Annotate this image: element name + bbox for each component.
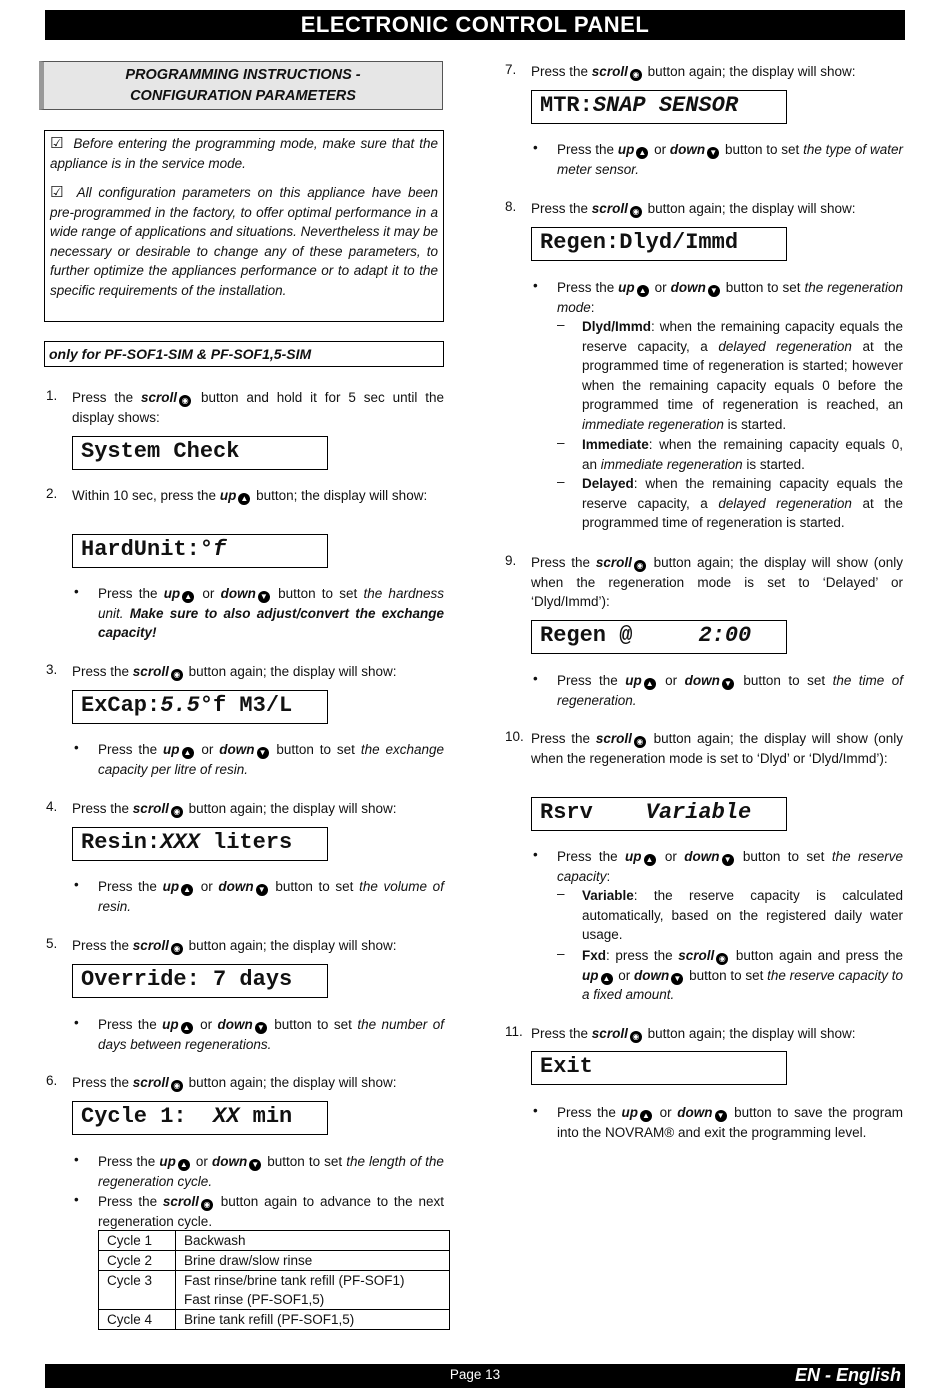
- scroll-word: scroll: [132, 664, 169, 679]
- lcd-text: ExCap:: [81, 693, 161, 718]
- text: is started.: [746, 456, 805, 472]
- section-heading-line2: CONFIGURATION PARAMETERS: [130, 88, 356, 104]
- step-3-text: [72, 662, 444, 682]
- up-word: up: [625, 673, 642, 688]
- text: Press the: [557, 1105, 616, 1120]
- step-11-text: [531, 1024, 903, 1044]
- text: Press the: [557, 280, 615, 295]
- step-number: 4.: [46, 799, 58, 814]
- text: button to set: [275, 879, 354, 894]
- step-number: 8.: [505, 199, 517, 214]
- text: or: [202, 586, 215, 601]
- step-number: 5.: [46, 936, 58, 951]
- dash-icon: –: [557, 474, 565, 489]
- step-6-bullet-2: [98, 1192, 444, 1231]
- bullet-icon: •: [74, 1015, 79, 1030]
- lcd-text: Cycle 1:: [81, 1104, 214, 1129]
- down-word: down: [219, 742, 255, 757]
- lcd-display: [531, 620, 787, 654]
- text: button again to advance to the next regeneration cycle.: [98, 1194, 444, 1229]
- step-3-bullet: [98, 740, 444, 779]
- step-2-bullet: [98, 584, 444, 643]
- up-arrow-button-icon: ▲: [181, 1022, 193, 1034]
- scroll-word: scroll: [162, 1194, 199, 1209]
- table-cell: Cycle 4: [99, 1310, 176, 1330]
- text: Press the: [98, 1154, 156, 1169]
- text: button to set: [724, 142, 800, 157]
- text: the number of days between regenerations.: [98, 1017, 444, 1052]
- down-word: down: [217, 1017, 253, 1032]
- lcd-display: [72, 827, 328, 861]
- scroll-button-icon: ◉: [171, 943, 183, 955]
- up-word: up: [163, 742, 180, 757]
- dash-icon: –: [557, 317, 565, 332]
- up-word: up: [159, 1154, 176, 1169]
- down-word: down: [669, 142, 706, 157]
- up-arrow-button-icon: ▲: [182, 747, 194, 759]
- step-7-text: [531, 62, 903, 82]
- up-arrow-button-icon: ▲: [182, 591, 194, 603]
- text: Press the: [531, 1026, 589, 1041]
- step-4-text: [72, 799, 444, 819]
- down-arrow-button-icon: ▼: [671, 973, 683, 985]
- lcd-display: [531, 90, 787, 124]
- table-row: [99, 1231, 450, 1251]
- text: Press the: [72, 801, 130, 816]
- text: button again; the display will show:: [188, 664, 397, 679]
- term: Fxd: [582, 948, 607, 963]
- note-1-text: Before entering the programming mode, make sure that the appliance is in the service mode.: [50, 136, 438, 171]
- text: or: [618, 967, 631, 983]
- lcd-text: HardUnit:: [81, 537, 200, 562]
- up-word: up: [617, 142, 635, 157]
- text: or: [654, 142, 667, 157]
- bullet-icon: •: [533, 671, 538, 686]
- up-word: up: [162, 1017, 179, 1032]
- step-number: 2.: [46, 486, 58, 501]
- step-8-mode-delayed: [582, 474, 903, 533]
- step-11-bullet: [557, 1103, 903, 1142]
- lcd-text: Regen:Dlyd/Immd: [540, 230, 739, 255]
- footer-bar: [45, 1364, 905, 1388]
- up-word: up: [621, 1105, 639, 1120]
- text: or: [659, 1105, 672, 1120]
- bullet-icon: •: [533, 1103, 538, 1118]
- notes-box: [44, 130, 444, 322]
- bullet-icon: •: [533, 278, 538, 293]
- dash-icon: –: [557, 886, 565, 901]
- scroll-button-icon: ◉: [171, 669, 183, 681]
- lcd-display: [531, 1051, 787, 1085]
- text: the hardness unit.: [98, 586, 444, 621]
- up-arrow-button-icon: ▲: [238, 493, 250, 505]
- text: delayed regeneration: [718, 495, 852, 511]
- bullet-icon: •: [74, 1152, 79, 1167]
- cycle-table: [98, 1230, 450, 1330]
- text: Press the: [557, 673, 618, 688]
- step-number: 9.: [505, 553, 517, 568]
- text: button to set: [689, 967, 764, 983]
- text: Press the: [98, 586, 158, 601]
- text: Press the: [98, 879, 157, 894]
- lcd-display: [72, 534, 328, 568]
- lcd-text: Override: 7 days: [81, 967, 293, 992]
- bullet-icon: •: [74, 1192, 79, 1207]
- text: Press the: [72, 664, 130, 679]
- step-8-text: [531, 199, 903, 219]
- text: immediate regeneration: [600, 456, 743, 472]
- up-arrow-button-icon: ▲: [636, 147, 648, 159]
- down-word: down: [677, 1105, 713, 1120]
- down-word: down: [684, 849, 720, 864]
- scroll-button-icon: ◉: [630, 69, 642, 81]
- text: button again; the display will show:: [188, 801, 397, 816]
- note-2: [50, 183, 438, 300]
- lcd-display: [72, 964, 328, 998]
- model-note: [44, 341, 444, 367]
- bullet-icon: •: [74, 877, 79, 892]
- lcd-text: Variable: [645, 800, 752, 825]
- down-arrow-button-icon: ▼: [257, 747, 269, 759]
- text: : the reserve capacity is calculated automatically, based on the registered daily water usage.: [582, 888, 903, 943]
- up-word: up: [163, 586, 181, 601]
- text: Press the: [98, 1194, 158, 1209]
- bullet-icon: •: [533, 847, 538, 862]
- dash-icon: –: [557, 946, 565, 961]
- down-arrow-button-icon: ▼: [715, 1110, 727, 1122]
- text: : when the remaining capacity equals the reserve capacity, a: [582, 319, 903, 354]
- down-word: down: [211, 1154, 248, 1169]
- up-word: up: [219, 488, 237, 503]
- lcd-text: 2:00: [698, 623, 752, 648]
- text: or: [200, 879, 213, 894]
- text: or: [195, 1154, 208, 1169]
- text: Press the: [72, 390, 134, 405]
- up-arrow-button-icon: ▲: [181, 884, 193, 896]
- text: button again; the display will show:: [647, 64, 856, 79]
- scroll-word: scroll: [132, 801, 169, 816]
- section-heading: [39, 61, 443, 110]
- step-6-text: [72, 1073, 444, 1093]
- scroll-word: scroll: [591, 64, 628, 79]
- up-arrow-button-icon: ▲: [640, 1110, 652, 1122]
- text: button to set: [274, 1017, 352, 1032]
- lcd-text: °f M3/L: [199, 693, 293, 718]
- checkbox-checked-icon: ☑: [50, 135, 64, 152]
- lcd-text: Rsrv: [540, 800, 646, 825]
- table-cell: Backwash: [176, 1231, 450, 1251]
- note-1: [50, 134, 438, 173]
- up-arrow-button-icon: ▲: [637, 285, 649, 297]
- lcd-text: 5.5: [160, 693, 200, 718]
- text: button to set: [743, 673, 826, 688]
- text: Press the: [98, 1017, 157, 1032]
- text: button to set: [267, 1154, 343, 1169]
- up-arrow-button-icon: ▲: [601, 973, 613, 985]
- lcd-text: MTR:: [540, 93, 593, 118]
- step-7-bullet: [557, 140, 903, 179]
- down-arrow-button-icon: ▼: [249, 1159, 261, 1171]
- text: button again and press the: [735, 948, 904, 963]
- step-2-text: [72, 486, 444, 506]
- down-word: down: [670, 280, 706, 295]
- scroll-button-icon: ◉: [630, 1031, 642, 1043]
- text: the reserve capacity to a fixed amount.: [582, 967, 903, 1003]
- text: the time of regeneration.: [557, 673, 903, 708]
- page-number: Page 13: [449, 1367, 501, 1382]
- table-cell: Cycle 1: [99, 1231, 176, 1251]
- step-6-bullet: [98, 1152, 444, 1191]
- bullet-icon: •: [74, 740, 79, 755]
- step-1-text: [72, 388, 444, 427]
- text: Press the: [557, 849, 618, 864]
- text: button and hold it for 5 sec until the display shows:: [72, 390, 444, 425]
- text: Press the: [72, 938, 130, 953]
- text: is started.: [727, 416, 787, 432]
- down-arrow-button-icon: ▼: [255, 1022, 267, 1034]
- text: immediate regeneration: [582, 416, 724, 432]
- text: Press the: [531, 201, 589, 216]
- text: : when the remaining capacity equals 0, an: [582, 437, 903, 472]
- table-row: [99, 1271, 450, 1310]
- lcd-display: [531, 797, 787, 831]
- lcd-text: min: [239, 1104, 293, 1129]
- text: at the programmed time of regeneration is started.: [582, 495, 903, 531]
- text: : press the: [606, 948, 673, 963]
- scroll-button-icon: ◉: [201, 1199, 213, 1211]
- table-cell: Fast rinse/brine tank refill (PF-SOF1) Fast rinse (PF-SOF1,5): [176, 1271, 450, 1310]
- down-word: down: [218, 879, 254, 894]
- step-number: 11.: [505, 1024, 523, 1039]
- text: Press the: [531, 555, 591, 570]
- text: the exchange capacity per litre of resin.: [98, 742, 444, 777]
- lcd-text: liters: [199, 830, 293, 855]
- step-number: 1.: [46, 388, 58, 403]
- lcd-display: [531, 227, 787, 261]
- text: Press the: [557, 142, 615, 157]
- lcd-text: Resin:: [81, 830, 161, 855]
- term: Dlyd/Immd: [582, 319, 652, 334]
- down-arrow-button-icon: ▼: [722, 854, 734, 866]
- term: Immediate: [582, 437, 649, 452]
- text: button; the display will show:: [256, 488, 428, 503]
- dash-icon: –: [557, 435, 565, 450]
- text: Press the: [531, 731, 591, 746]
- table-cell: Cycle 3: [99, 1271, 176, 1310]
- step-number: 7.: [505, 62, 517, 77]
- text: or: [665, 673, 678, 688]
- step-10-bullet: Press the up ▲ or down ▼ button to set the reserve capacity:: [557, 849, 903, 884]
- step-10-text: [531, 729, 903, 768]
- scroll-word: scroll: [595, 731, 632, 746]
- section-heading-line1: PROGRAMMING INSTRUCTIONS -: [125, 67, 361, 83]
- text: : when the remaining capacity equals the reserve capacity, a: [582, 476, 903, 511]
- lcd-text: SNAP SENSOR: [592, 93, 739, 118]
- down-arrow-button-icon: ▼: [708, 285, 720, 297]
- scroll-word: scroll: [595, 555, 632, 570]
- checkbox-checked-icon: ☑: [50, 184, 64, 201]
- scroll-button-icon: ◉: [716, 953, 728, 965]
- up-word: up: [625, 849, 642, 864]
- scroll-word: scroll: [141, 390, 178, 405]
- note-2-text: All configuration parameters on this appliance have been pre-programmed in the factory, to offer optimal performance in a wide range of applications and situations. Nevertheless it may be necessary or desirable to change any of these parameters, to further optimize the appliances performance or to adapt it to the specific requirements of the installation.: [50, 185, 438, 298]
- step-10-reserve-fixed: [582, 946, 903, 1005]
- up-arrow-button-icon: ▲: [178, 1159, 190, 1171]
- text: button to save the program into the NOVRAM® and exit the programming level.: [557, 1105, 903, 1140]
- up-arrow-button-icon: ▲: [644, 678, 656, 690]
- step-number: 10.: [505, 729, 524, 744]
- down-arrow-button-icon: ▼: [707, 147, 719, 159]
- step-9-bullet: [557, 671, 903, 710]
- scroll-button-icon: ◉: [634, 560, 646, 572]
- text: button to set: [276, 742, 355, 757]
- bullet-icon: •: [533, 140, 538, 155]
- step-10-reserve-variable: [582, 886, 903, 945]
- text: button again; the display will show (only when the regeneration mode is set to ‘Delayed’ or ‘Dlyd/Immd’):: [531, 555, 903, 610]
- text: the type of water meter sensor.: [557, 142, 903, 177]
- scroll-button-icon: ◉: [634, 736, 646, 748]
- text: Within 10 sec, press the: [72, 488, 217, 503]
- model-note-text: only for PF-SOF1-SIM & PF-SOF1,5-SIM: [49, 346, 312, 362]
- down-arrow-button-icon: ▼: [256, 884, 268, 896]
- text: the volume of resin.: [98, 879, 444, 914]
- lcd-text: System Check: [81, 439, 240, 464]
- text: button to set: [278, 586, 358, 601]
- table-cell: Brine draw/slow rinse: [176, 1251, 450, 1271]
- text: delayed regeneration: [718, 338, 852, 354]
- step-number: 3.: [46, 662, 58, 677]
- step-9-text: [531, 553, 903, 612]
- down-word: down: [220, 586, 256, 601]
- scroll-button-icon: ◉: [630, 206, 642, 218]
- lcd-display: [72, 436, 328, 470]
- text: the length of the regeneration cycle.: [98, 1154, 444, 1189]
- up-arrow-button-icon: ▲: [644, 854, 656, 866]
- lcd-text: °f: [199, 537, 227, 562]
- table-row: [99, 1251, 450, 1271]
- table-cell: Brine tank refill (PF-SOF1,5): [176, 1310, 450, 1330]
- text: Press the: [531, 64, 589, 79]
- step-8-mode-dlyd-immd: [582, 317, 903, 435]
- down-word: down: [684, 673, 720, 688]
- scroll-word: scroll: [591, 201, 628, 216]
- text: button to set: [742, 849, 825, 864]
- language-label: EN - English: [794, 1365, 901, 1385]
- lcd-display: [72, 690, 328, 724]
- page-title-text: ELECTRONIC CONTROL PANEL: [300, 12, 650, 37]
- lcd-text: XX: [213, 1104, 240, 1129]
- text: button again; the display will show:: [647, 1026, 856, 1041]
- text: at the programmed time of regeneration is started; however when the remaining capacity equals 0 before the programmed time of regeneration is reached, an: [582, 338, 903, 413]
- step-number: 6.: [46, 1073, 58, 1088]
- text: or: [201, 742, 214, 757]
- text: the reserve capacity: [557, 849, 903, 884]
- scroll-word: scroll: [591, 1026, 628, 1041]
- term: Delayed: [582, 476, 634, 491]
- scroll-button-icon: ◉: [171, 806, 183, 818]
- table-row: [99, 1310, 450, 1330]
- step-4-bullet: [98, 877, 444, 916]
- lcd-text: Regen @: [540, 623, 699, 648]
- scroll-button-icon: ◉: [171, 1080, 183, 1092]
- lcd-display: [72, 1101, 328, 1135]
- text: or: [654, 280, 667, 295]
- text: button again; the display will show:: [188, 1075, 397, 1090]
- text: Press the: [98, 742, 158, 757]
- scroll-word: scroll: [132, 1075, 169, 1090]
- step-5-text: [72, 936, 444, 956]
- page-title: [45, 10, 905, 40]
- lcd-text: Exit: [540, 1054, 593, 1079]
- text: button to set: [725, 280, 801, 295]
- text: button again; the display will show (only when the regeneration mode is set to ‘Dlyd’ or ‘Dlyd/Immd’):: [531, 731, 903, 766]
- text: or: [200, 1017, 213, 1032]
- text: button again; the display will show:: [647, 201, 856, 216]
- term: Variable: [582, 888, 634, 903]
- step-8-bullet: Press the up ▲ or down ▼ button to set the regeneration mode:: [557, 280, 903, 315]
- step-5-bullet: [98, 1015, 444, 1054]
- text: or: [664, 849, 677, 864]
- table-cell: Cycle 2: [99, 1251, 176, 1271]
- down-arrow-button-icon: ▼: [722, 678, 734, 690]
- down-word: down: [634, 967, 670, 983]
- step-8-mode-immediate: [582, 435, 903, 474]
- text: the regeneration mode: [557, 280, 903, 315]
- scroll-word: scroll: [678, 948, 715, 963]
- up-word: up: [618, 280, 635, 295]
- text: Press the: [72, 1075, 130, 1090]
- scroll-word: scroll: [132, 938, 169, 953]
- lcd-text: XXX: [160, 830, 200, 855]
- up-word: up: [582, 967, 599, 983]
- bullet-icon: •: [74, 584, 79, 599]
- scroll-button-icon: ◉: [179, 395, 191, 407]
- down-arrow-button-icon: ▼: [258, 591, 270, 603]
- text: button again; the display will show:: [188, 938, 397, 953]
- up-word: up: [162, 879, 180, 894]
- text: Make sure to also adjust/convert the exchange capacity!: [98, 605, 444, 641]
